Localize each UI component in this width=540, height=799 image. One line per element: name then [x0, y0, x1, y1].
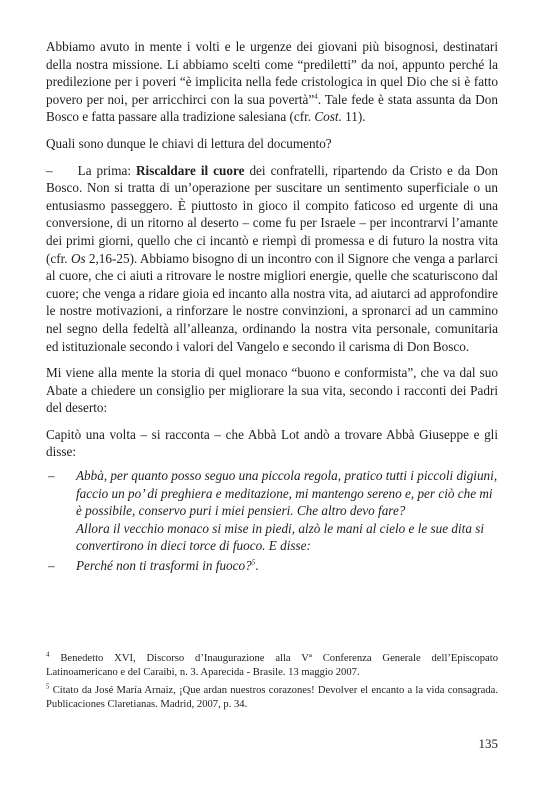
dialogue-list [46, 467, 498, 575]
dialogue-body-1 [76, 467, 498, 555]
dialogue-item-2 [46, 557, 498, 575]
dialogue-dash-1: – [48, 468, 55, 484]
footnote-5-number: 5 [46, 682, 50, 691]
footnotes [46, 652, 498, 716]
paragraph-4: Mi viene alla mente la storia di quel monaco “buono e conformista”, che va dal suo Abate a chiedere un consiglio per migliorare la sua vita, secondo i racconti dei Padri del deserto: [46, 365, 498, 416]
dialogue-question-1: Abbà, per quanto posso seguo una piccola regola, pratico tutti i piccoli digiuni, faccio un po’ di preghiera e meditazione, mi mantengo sereno e, per ciò che mi è possibile, conservo puri i miei pensieri. Che altro devo fare? [76, 468, 498, 519]
dialogue-body-2 [76, 557, 498, 575]
dialogue-question-2-end: . [255, 558, 259, 574]
key-phrase-bold: Riscaldare il cuore [136, 162, 245, 178]
footnote-4 [46, 652, 498, 680]
cost-abbrev: Cost. [314, 109, 342, 125]
paragraph-3-end: 2,16-25). Abbiamo bisogno di un incontro con il Signore che venga a parlarci al cuore, che ci aiuti a ritrovare le nostre migliori energie, quelle che scaturiscono dal cuore; che venga a ridare gioia ed incanto alla nostra vita, ad aiutarci ad approfondire le nostre motivazioni, a rinforzare le nostre convinzioni, a spronarci ad un cammino nel segno della fedeltà all’alleanza, ordinando la nostra vita personale, comunitaria ed istituzionale secondo i valori del Vangelo e secondo il carisma di Don Bosco. [46, 250, 498, 354]
dialogue-item-1 [46, 467, 498, 555]
footnote-4-text: Benedetto XVI, Discorso d’Inaugurazione alla Vª Conferenza Generale dell’Episcopato Latinoamericano e del Caraibi, n. 3. Aparecida - Brasile. 13 maggio 2007. [46, 653, 498, 678]
paragraph-1-text: Abbiamo avuto in mente i volti e le urgenze dei giovani più bisognosi, destinatari della nostra missione. Li abbiamo scelti come “prediletti” da noi, appunto perché la predilezione per i poveri “è implicita nella fede cristologica in quel Dio che si è fatto povero per noi, per arricchirci con la sua povertà” [46, 39, 498, 107]
main-text [46, 38, 498, 577]
dialogue-narration: Allora il vecchio monaco si mise in piedi, alzò le mani al cielo e le sue dita si convertirono in dieci torce di fuoco. E disse: [76, 520, 485, 554]
dialogue-dash-2: – [48, 558, 55, 574]
paragraph-3-dash: – [46, 162, 53, 178]
footnote-5-text: Citato da José María Arnaiz, ¡Que ardan nuestros corazones! Devolver el encanto a la vida consagrada. Publicaciones Claretianas. Madrid, 2007, p. 34. [46, 685, 498, 710]
paragraph-3-body: dei confratelli, ripartendo da Cristo e da Don Bosco. Non si tratta di un’operazione per suscitare un sentimento superficiale o un entusiasmo passeggero. È piuttosto in gioco il compito faticoso ed urgente di una conversione, di un ritorno al deserto – come fu per Israele – per incontrarvi l’amante dei primi giorni, quello che ci incantò e riempì di promessa e di futuro la nostra vita (cfr. [46, 162, 498, 266]
paragraph-1-tail: . Tale fede è stata assunta da Don Bosco e fatta passare alla tradizione salesiana (cfr. [46, 91, 498, 125]
footnote-4-number: 4 [46, 650, 50, 659]
paragraph-5: Capitò una volta – si racconta – che Abbà Lot andò a trovare Abbà Giuseppe e gli disse: [46, 426, 498, 460]
paragraph-3-lead: La prima: [77, 162, 136, 178]
footnote-5 [46, 684, 498, 712]
paragraph-3 [46, 162, 498, 356]
page-number: 135 [478, 736, 498, 751]
footnote-ref-5: 5 [251, 558, 256, 567]
paragraph-1-end: 11). [341, 109, 366, 125]
dialogue-question-2: Perché non ti trasformi in fuoco? [76, 558, 252, 574]
paragraph-1 [46, 38, 498, 126]
os-abbrev: Os [70, 250, 86, 266]
paragraph-2: Quali sono dunque le chiavi di lettura del documento? [46, 135, 332, 151]
footnote-ref-4: 4 [314, 92, 318, 101]
